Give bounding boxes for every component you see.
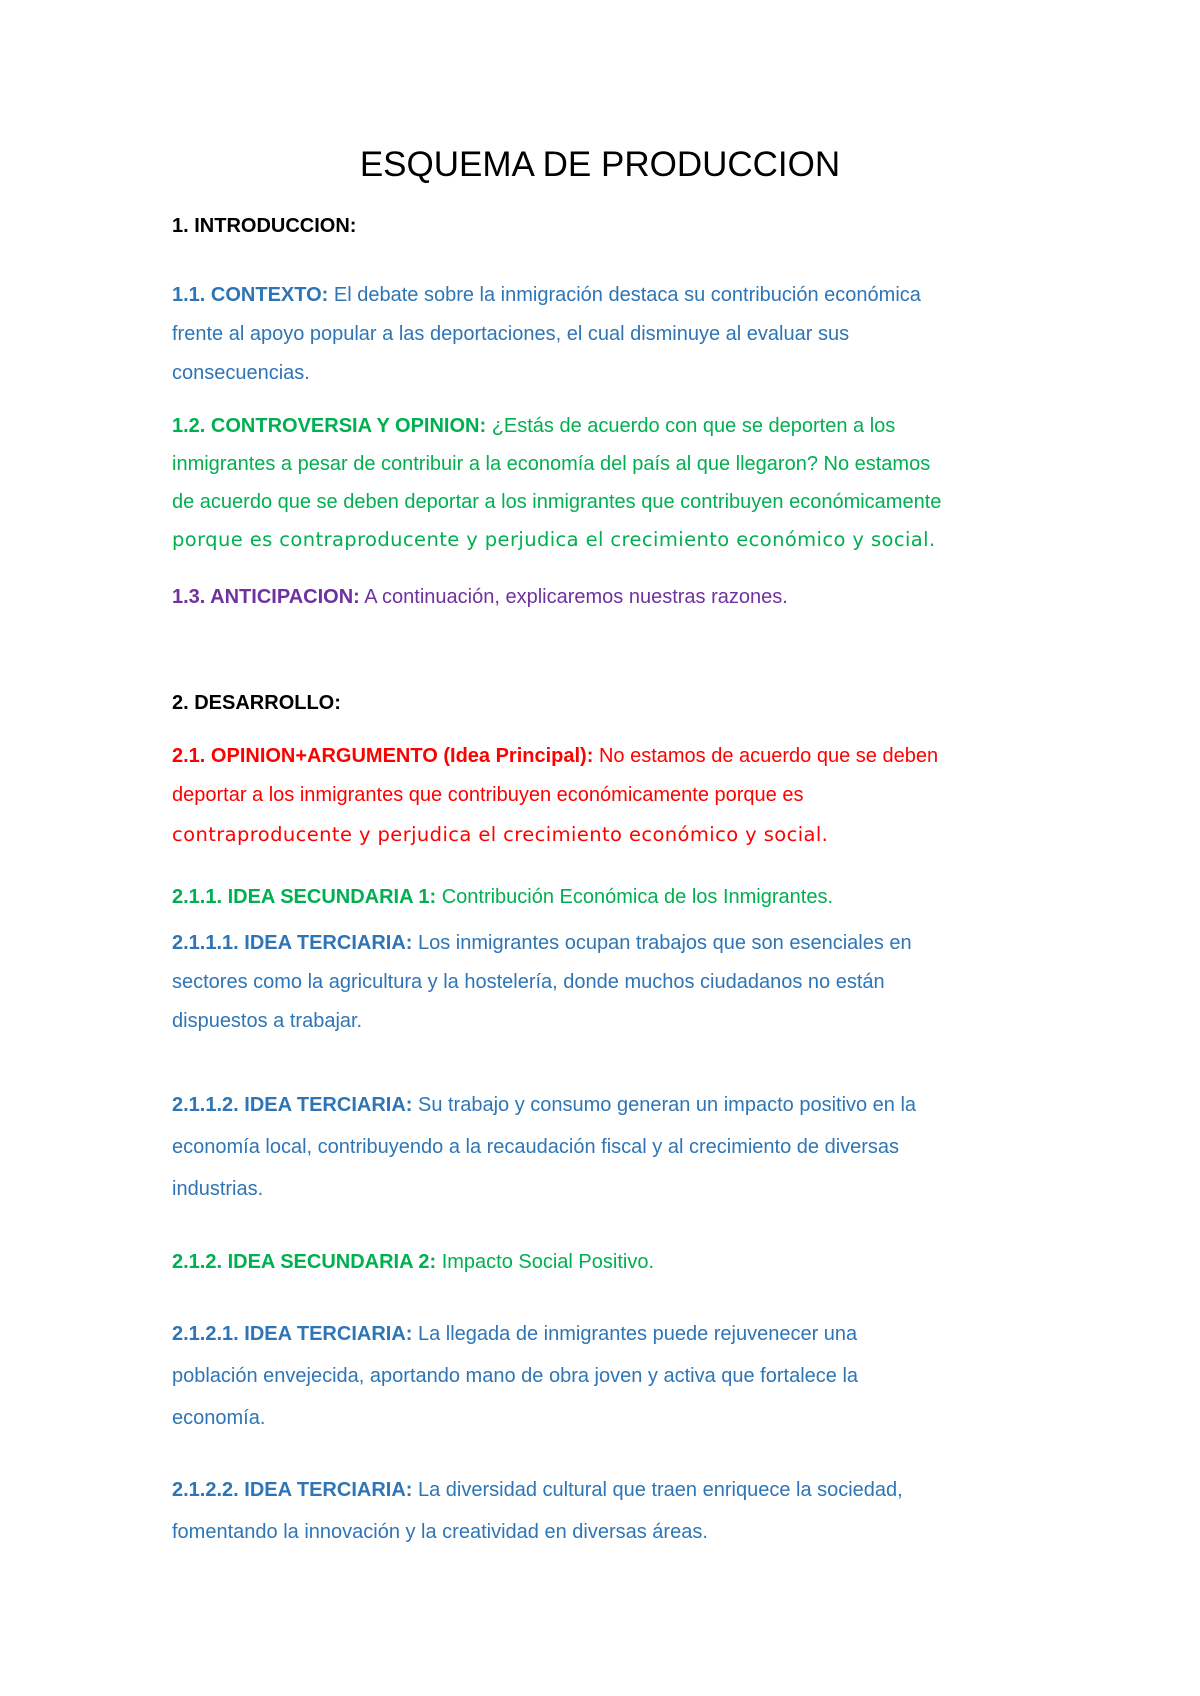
paragraph-line: dispuestos a trabajar. (172, 1010, 363, 1032)
paragraph-line: Contribución Económica de los Inmigrantes. (436, 886, 834, 908)
paragraph-label: 2.1.1.2. IDEA TERCIARIA: (172, 1094, 413, 1116)
paragraph-label: 2.1.1. IDEA SECUNDARIA 1: (172, 886, 437, 908)
paragraph-line: contraproducente y perjudica el crecimiento económico y social. (172, 823, 829, 846)
paragraph-line: La llegada de inmigrantes puede rejuvenecer una (412, 1323, 858, 1345)
paragraph-idea-secundaria-1 (172, 878, 1042, 916)
paragraph-line: Los inmigrantes ocupan trabajos que son esenciales en (412, 932, 912, 954)
paragraph-line: frente al apoyo popular a las deportaciones, el cual disminuye al evaluar sus (172, 323, 850, 345)
paragraph-line: consecuencias. (172, 362, 310, 384)
paragraph-line: economía local, contribuyendo a la recaudación fiscal y al crecimiento de diversas (172, 1136, 900, 1158)
paragraph-idea-terciaria-2122 (172, 1469, 1042, 1553)
paragraph-controversia (172, 407, 1042, 559)
paragraph-line: sectores como la agricultura y la hostelería, donde muchos ciudadanos no están (172, 971, 885, 993)
paragraph-idea-terciaria-2112 (172, 1084, 1042, 1210)
paragraph-idea-terciaria-2121 (172, 1313, 1042, 1439)
section-heading-introduccion: 1. INTRODUCCION: (172, 215, 357, 237)
paragraph-line: A continuación, explicaremos nuestras razones. (359, 586, 788, 608)
paragraph-line: fomentando la innovación y la creatividad en diversas áreas. (172, 1521, 708, 1543)
paragraph-label: 2.1.2.2. IDEA TERCIARIA: (172, 1479, 413, 1501)
paragraph-line: inmigrantes a pesar de contribuir a la economía del país al que llegaron? No estamos (172, 453, 931, 475)
paragraph-line: La diversidad cultural que traen enriquece la sociedad, (412, 1479, 903, 1501)
paragraph-label: 1.3. ANTICIPACION: (172, 586, 360, 608)
paragraph-opinion-argumento (172, 737, 1042, 855)
paragraph-anticipacion (172, 578, 1042, 616)
paragraph-line: Su trabajo y consumo generan un impacto positivo en la (412, 1094, 917, 1116)
paragraph-line: población envejecida, aportando mano de obra joven y activa que fortalece la (172, 1365, 859, 1387)
paragraph-idea-terciaria-2111 (172, 924, 1042, 1041)
paragraph-line: ¿Estás de acuerdo con que se deporten a los (486, 415, 896, 437)
paragraph-line: No estamos de acuerdo que se deben (593, 745, 939, 767)
paragraph-label: 2.1.2. IDEA SECUNDARIA 2: (172, 1251, 437, 1273)
paragraph-line: El debate sobre la inmigración destaca su contribución económica (328, 284, 921, 306)
section-heading-desarrollo: 2. DESARROLLO: (172, 692, 341, 714)
paragraph-idea-secundaria-2 (172, 1243, 1042, 1281)
document-title: ESQUEMA DE PRODUCCION (359, 145, 841, 184)
paragraph-line: economía. (172, 1407, 266, 1429)
paragraph-contexto (172, 276, 1042, 393)
paragraph-label: 1.1. CONTEXTO: (172, 284, 329, 306)
paragraph-label: 2.1.2.1. IDEA TERCIARIA: (172, 1323, 413, 1345)
paragraph-line: Impacto Social Positivo. (436, 1251, 655, 1273)
paragraph-label: 2.1.1.1. IDEA TERCIARIA: (172, 932, 413, 954)
paragraph-line: deportar a los inmigrantes que contribuyen económicamente porque es (172, 784, 804, 806)
paragraph-line: de acuerdo que se deben deportar a los inmigrantes que contribuyen económicamente (172, 491, 942, 513)
paragraph-label: 2.1. OPINION+ARGUMENTO (Idea Principal): (172, 745, 594, 767)
paragraph-label: 1.2. CONTROVERSIA Y OPINION: (172, 415, 487, 437)
paragraph-line: industrias. (172, 1178, 264, 1200)
paragraph-line: porque es contraproducente y perjudica el crecimiento económico y social. (172, 528, 936, 551)
